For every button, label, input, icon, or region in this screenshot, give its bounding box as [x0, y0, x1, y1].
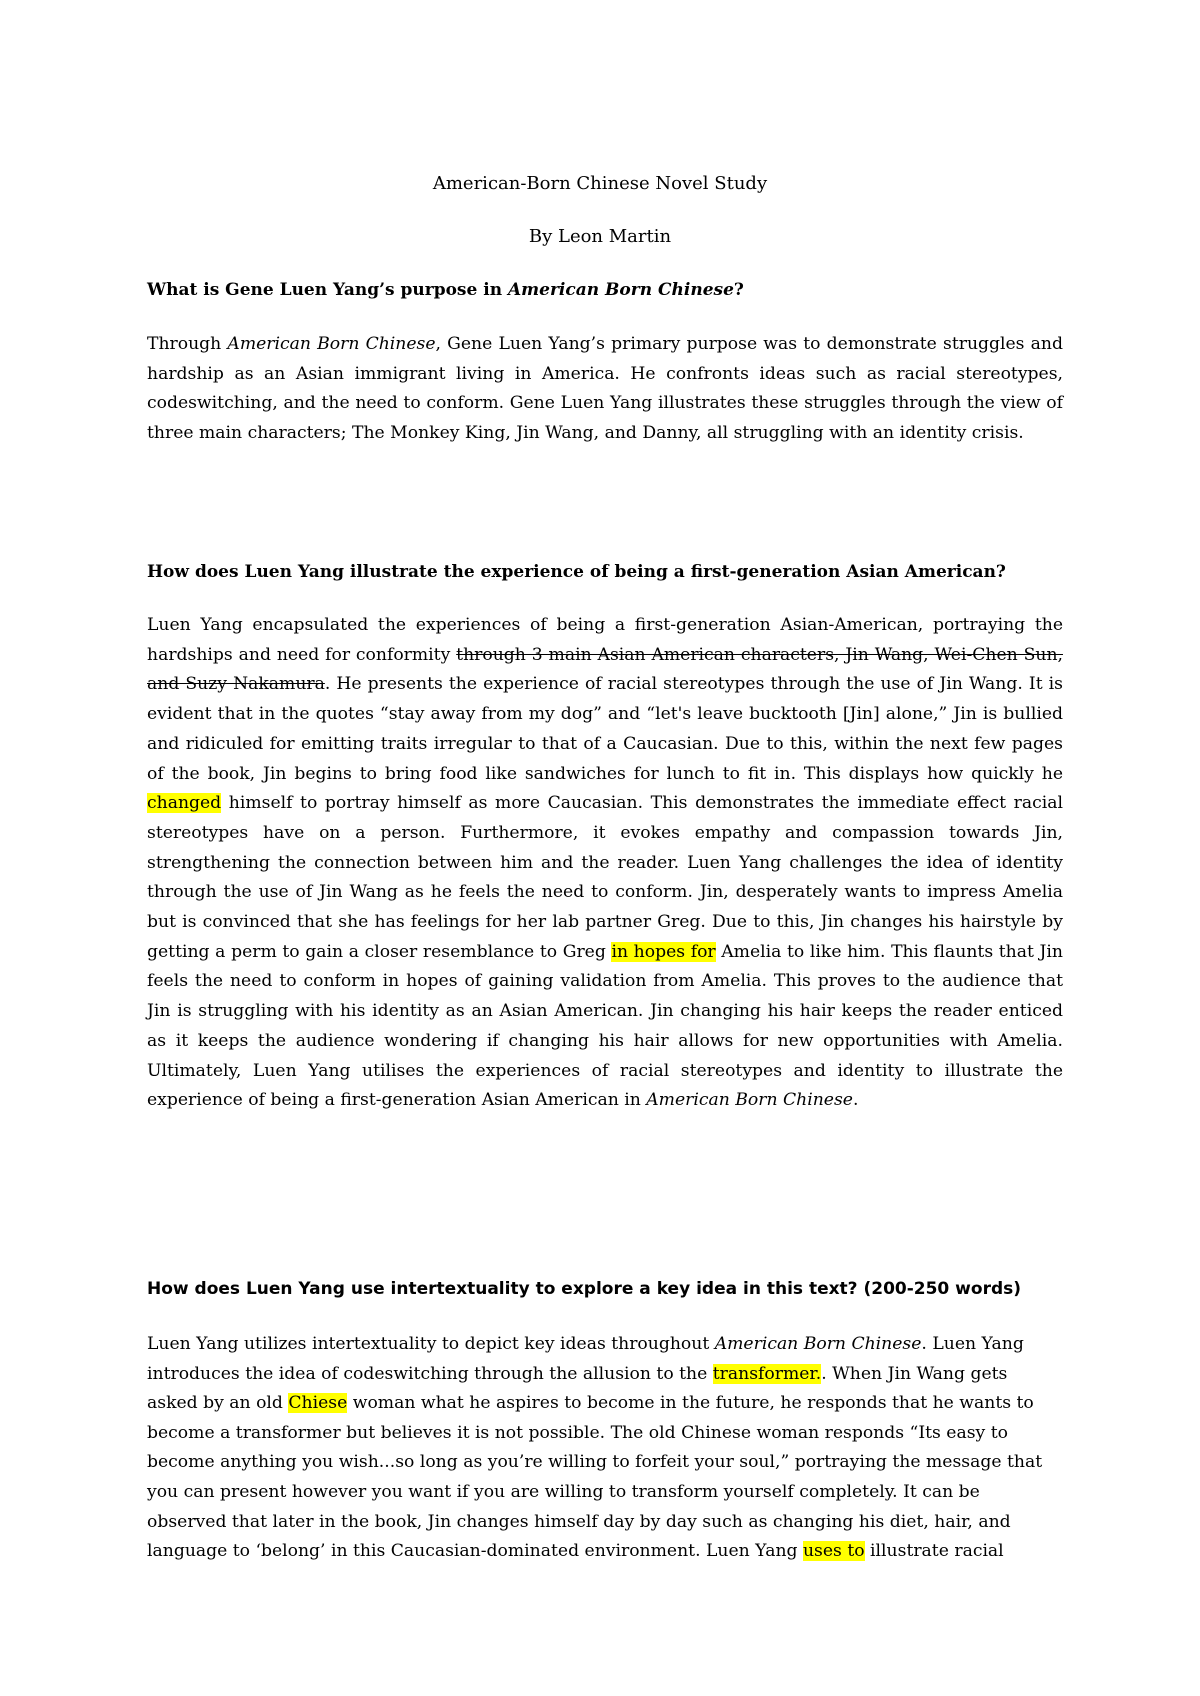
paragraph-text: woman what he aspires to become in the future, he responds that he wants to become a transformer but believes it is not possible. The old Chinese woman responds “Its easy to become anything you wish...so long as you’re willing to forfeit your soul,” portraying the message that you can present however you want if you are willing to transform yourself completely. It can be observed that later in the book, Jin changes himself day by day such as changing his diet, hair, and language to ‘belong’ in this Caucasian-dominated environment. Luen Yang: [147, 1393, 1043, 1562]
paragraph-text: Luen Yang encapsulated the experiences of being a first-generation Asian-American, portraying the hardships and need for conformity: [147, 615, 1063, 665]
section-3-paragraph: [147, 1330, 1063, 1567]
paragraph-text: Luen Yang utilizes intertextuality to depict key ideas throughout: [147, 1334, 715, 1354]
paragraph-text: , Gene Luen Yang’s primary purpose was to demonstrate struggles and hardship as an Asian immigrant living in America. He confronts ideas such as racial stereotypes, codeswitching, and the need to conform. Gene Luen Yang illustrates these struggles through the view of three main characters; The Monkey King, Jin Wang, and Danny, all struggling with an identity crisis.: [147, 334, 1063, 444]
document-title: American-Born Chinese Novel Study: [432, 173, 768, 194]
paragraph-text: .: [852, 1090, 859, 1111]
document-author: By Leon Martin: [528, 226, 672, 247]
section-3-heading: How does Luen Yang use intertextuality to explore a key idea in this text? (200-250 words): [147, 1279, 1022, 1299]
paragraph-text: . When Jin Wang gets asked by an old: [147, 1363, 1008, 1414]
heading-text: What is Gene Luen Yang’s purpose in: [147, 280, 508, 300]
section-1-paragraph: [147, 330, 1063, 449]
highlighted-text: Chiese: [288, 1393, 348, 1414]
paragraph-text: Amelia to like him. This flaunts that Jin feels the need to conform in hopes of gaining validation from Amelia. This proves to the audience that Jin is struggling with his identity as an Asian American. Jin changing his hair keeps the reader enticed as it keeps the audience wondering if changing his hair allows for new opportunities with Amelia. Ultimately, Luen Yang utilises the experiences of racial stereotypes and identity to illustrate the experience of being a first-generation Asian American in: [147, 941, 1063, 1111]
section-2-heading: How does Luen Yang illustrate the experience of being a first-generation Asian American?: [147, 562, 1006, 582]
section-1-heading: [147, 278, 1067, 302]
italic-book-title: American Born Chinese: [714, 1334, 922, 1354]
italic-book-title: American Born Chinese: [227, 334, 436, 354]
struck-text: through 3 main Asian American characters, Jin Wang, Wei-Chen Sun, and Suzy Nakamura: [147, 644, 1063, 695]
highlighted-text: changed: [147, 793, 222, 814]
paragraph-text: illustrate racial: [864, 1541, 1004, 1562]
highlighted-text: uses to: [802, 1541, 865, 1562]
heading-text-end: ?: [733, 280, 744, 300]
section-2-paragraph: [147, 611, 1063, 1116]
paragraph-text: . Luen Yang introduces the idea of codeswitching through the allusion to the: [147, 1334, 1024, 1384]
heading-italic-title: American Born Chinese: [507, 280, 734, 300]
highlighted-text: in hopes for: [611, 941, 716, 962]
highlighted-text: transformer.: [712, 1363, 822, 1384]
paragraph-text: . He presents the experience of racial stereotypes through the use of Jin Wang. It is evident that in the quotes “stay away from my dog” and “let's leave bucktooth [Jin] alone,” Jin is bullied and ridiculed for emitting traits irregular to that of a Caucasian. Due to this, within the next few pages of the book, Jin begins to bring food like sandwiches for lunch to fit in. This displays how quickly he: [147, 674, 1063, 784]
italic-book-title: American Born Chinese: [646, 1090, 853, 1111]
paragraph-text: Through: [147, 334, 228, 354]
paragraph-text: himself to portray himself as more Caucasian. This demonstrates the immediate effect racial stereotypes have on a person. Furthermore, it evokes empathy and compassion towards Jin, strengthening the connection between him and the reader. Luen Yang challenges the idea of identity through the use of Jin Wang as he feels the need to conform. Jin, desperately wants to impress Amelia but is convinced that she has feelings for her lab partner Greg. Due to this, Jin changes his hairstyle by getting a perm to gain a closer resemblance to Greg: [147, 793, 1063, 962]
